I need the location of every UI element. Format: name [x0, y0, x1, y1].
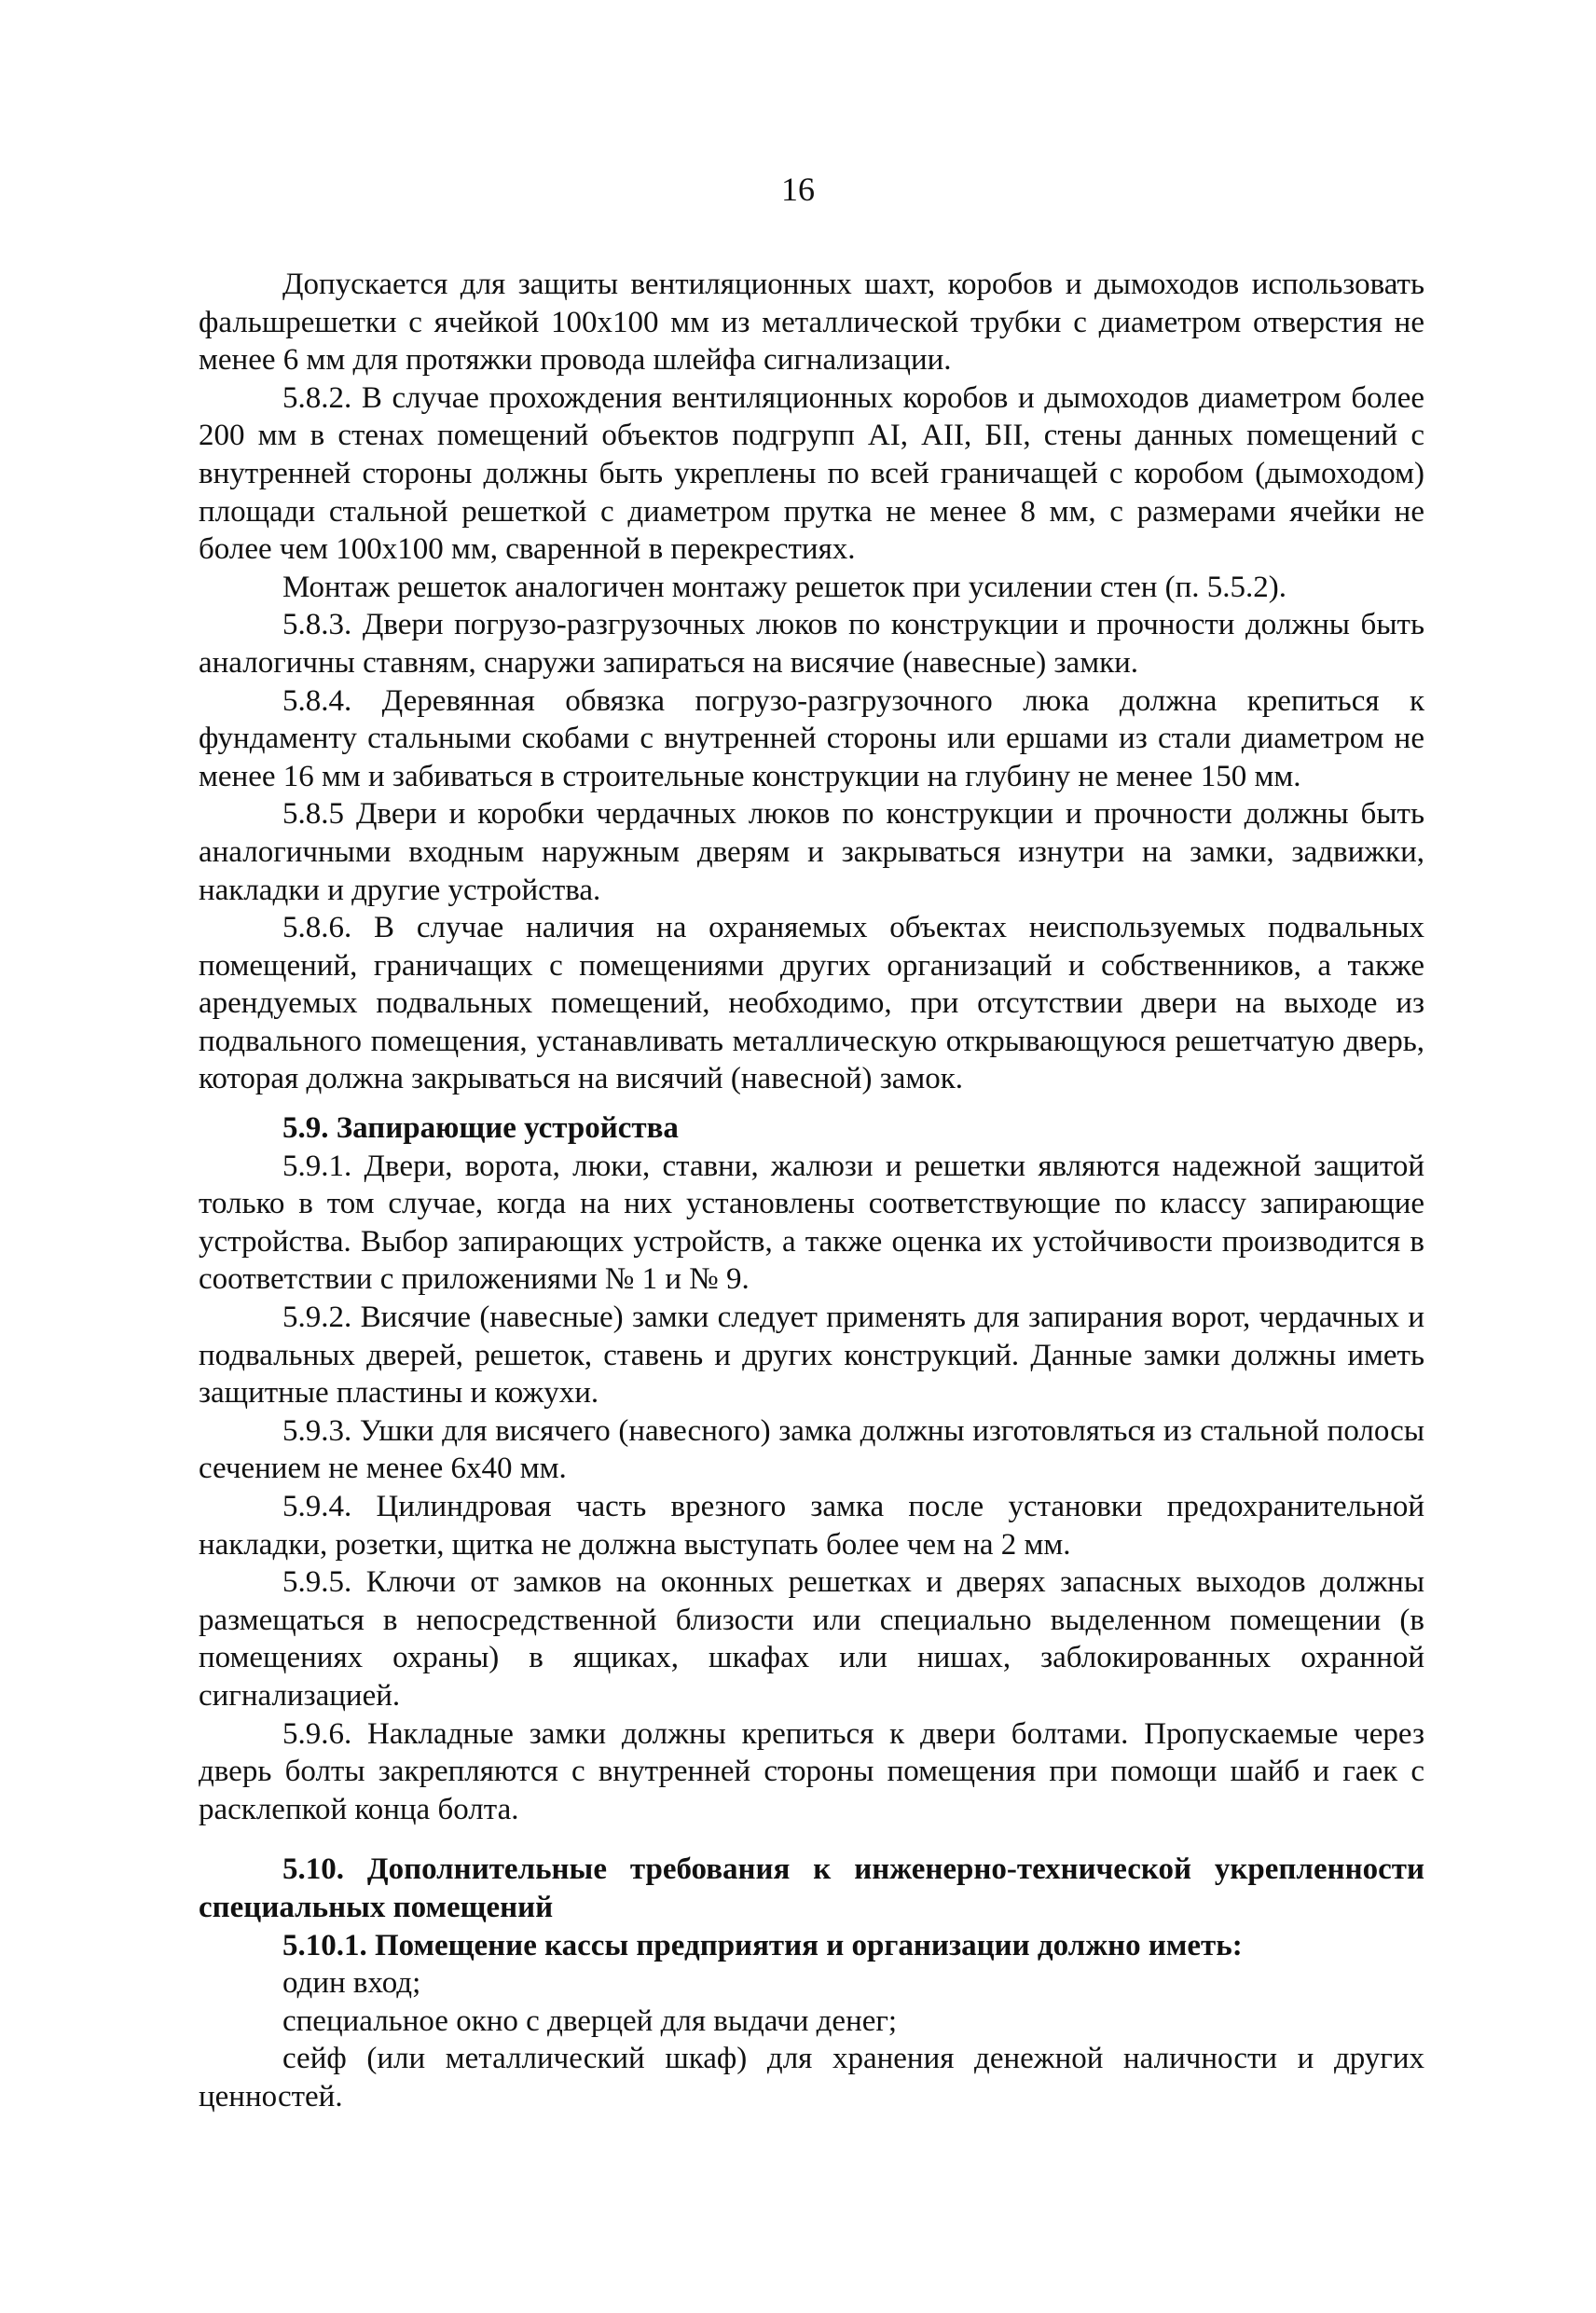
paragraph-5-9-2: 5.9.2. Висячие (навесные) замки следует применять для запирания ворот, чердачных и подвальных дверей, решеток, ставень и других конструкций. Данные замки должны иметь защитные пластины и кожухи. [199, 1301, 1424, 1411]
subsection-heading-5-10-1: 5.10.1. Помещение кассы предприятия и организации должно иметь: [282, 1928, 1243, 1962]
section-heading-5-10: 5.10. Дополнительные требования к инженерно-технической укрепленности специальных помещений [199, 1852, 1424, 1924]
paragraph-5-8-5: 5.8.5 Двери и коробки чердачных люков по конструкции и прочности должны быть аналогичными входным наружным дверям и закрываться изнутри на замки, задвижки, накладки и другие устройства. [199, 797, 1424, 907]
paragraph-5-8-4: 5.8.4. Деревянная обвязка погрузо-разгрузочного люка должна крепиться к фундаменту стальными скобами с внутренней стороны или ершами из стали диаметром не менее 16 мм и забиваться в строительные конструкции на глубину не менее 150 мм. [199, 683, 1424, 793]
paragraph-5-9-5: 5.9.5. Ключи от замков на оконных решетках и дверях запасных выходов должны размещаться в непосредственной близости или специально выделенном помещении (в помещениях охраны) в ящиках, шкафах или нишах, заблокированных охранной сигнализацией. [199, 1565, 1424, 1713]
paragraph-5-8-3: 5.8.3. Двери погрузо-разгрузочных люков по конструкции и прочности должны быть аналогичны ставням, снаружи запираться на висячие (навесные) замки. [199, 608, 1424, 680]
list-item: специальное окно с дверцей для выдачи денег; [282, 2003, 898, 2038]
paragraph-5-9-1: 5.9.1. Двери, ворота, люки, ставни, жалюзи и решетки являются надежной защитой только в том случае, когда на них установлены соответствующие по классу запирающие устройства. Выбор запирающих устройств, а также оценка их устойчивости производится в соответствии с приложениями № 1 и № 9. [199, 1149, 1424, 1297]
list-item: один вход; [282, 1966, 421, 2001]
paragraph: Допускается для защиты вентиляционных шахт, коробов и дымоходов использовать фальшрешетки с ячейкой 100х100 мм из металлической трубки с диаметром отверстия не менее 6 мм для протяжки провода шлейфа сигнализации. [199, 268, 1424, 378]
paragraph-5-8-2: 5.8.2. В случае прохождения вентиляционных коробов и дымоходов диаметром более 200 мм в стенах помещений объектов подгрупп АI, АII, БII, стены данных помещений с внутренней стороны должны быть укреплены по всей граничащей с коробом (дымоходом) площади стальной решеткой с диаметром прутка не менее 8 мм, с размерами ячейки не более чем 100х100 мм, сваренной в перекрестиях. [199, 380, 1424, 567]
paragraph-5-8-6: 5.8.6. В случае наличия на охраняемых объектах неиспользуемых подвальных помещений, граничащих с помещениями других организаций и собственников, а также арендуемых подвальных помещений, необходимо, при отсутствии двери на выходе из подвального помещения, устанавливать металлическую открывающуюся решетчатую дверь, которая должна закрываться на висячий (навесной) замок. [199, 911, 1424, 1096]
paragraph-5-9-6: 5.9.6. Накладные замки должны крепиться к двери болтами. Пропускаемые через дверь болты закрепляются с внутренней стороны помещения при помощи шайб и гаек с расклепкой конца болта. [199, 1716, 1424, 1826]
section-heading-5-9: 5.9. Запирающие устройства [282, 1111, 679, 1146]
paragraph-5-9-3: 5.9.3. Ушки для висячего (навесного) замка должны изготовляться из стальной полосы сечением не менее 6х40 мм. [199, 1413, 1424, 1486]
paragraph-5-9-4: 5.9.4. Цилиндровая часть врезного замка после установки предохранительной накладки, розетки, щитка не должна выступать более чем на 2 мм. [199, 1490, 1424, 1562]
list-item: сейф (или металлический шкаф) для хранения денежной наличности и других ценностей. [199, 2042, 1424, 2113]
page-number: 16 [781, 171, 815, 208]
paragraph-mounting: Монтаж решеток аналогичен монтажу решеток при усилении стен (п. 5.5.2). [282, 570, 1287, 604]
document-body [199, 266, 1424, 2116]
